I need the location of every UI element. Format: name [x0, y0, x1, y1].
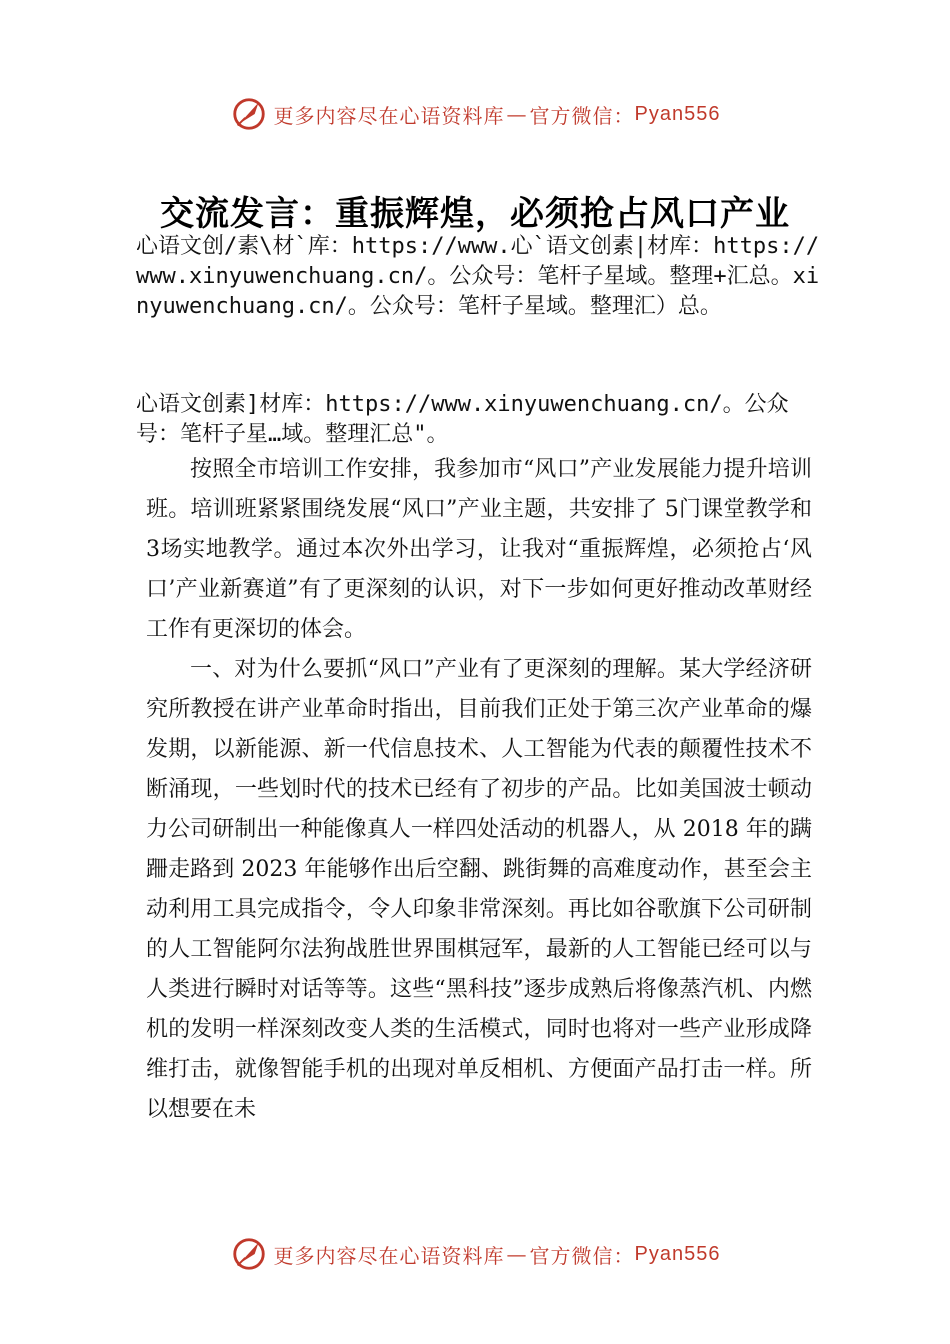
source-note-2: 心语文创素]材库：https://www.xinyuwenchuang.cn/。公众号：笔杆子星…域。整理汇总"。 [136, 392, 789, 447]
paragraph: 按照全市培训工作安排，我参加市“风口”产业发展能力提升培训班。培训班紧紧围绕发展“风口”产业主题，共安排了 5门课堂教学和 3场实地教学。通过本次外出学习，让我对“重振辉煌，必须抢占‘风口’产业新赛道”有了更深刻的认识，对下一步如何更好推动改革财经工作有更深切的体会。 [146, 457, 812, 642]
watermark-text: 更多内容尽在心语资料库 [273, 1243, 505, 1268]
watermark-separator: — [506, 102, 528, 126]
watermark-text: 更多内容尽在心语资料库 [273, 103, 505, 128]
watermark-footer [0, 1232, 950, 1276]
quill-logo-icon [230, 1235, 268, 1273]
watermark-header [0, 92, 950, 136]
document-title: 交流发言：重振辉煌，必须抢占风口产业 [160, 194, 790, 234]
watermark-wechat-label: 官方微信： [529, 1243, 635, 1268]
paragraph: 一、对为什么要抓“风口”产业有了更深刻的理解。某大学经济研究所教授在讲产业革命时指出，目前我们正处于第三次产业革命的爆发期，以新能源、新一代信息技术、人工智能为代表的颠覆性技术不断涌现，一些划时代的技术已经有了初步的产品。比如美国波士顿动力公司研制出一种能像真人一样四处活动的机器人，从 2018 年的蹒跚走路到 2023 年能够作出后空翻、跳街舞的高难度动作，甚至会主动利用工具完成指令，令人印象非常深刻。再比如谷歌旗下公司研制的人工智能阿尔法狗战胜世界围棋冠军，最新的人工智能已经可以与人类进行瞬时对话等等。这些“黑科技”逐步成熟后将像蒸汽机、内燃机的发明一样深刻改变人类的生活模式，同时也将对一些产业形成降维打击，就像智能手机的出现对单反相机、方便面产品打击一样。所以想要在未 [146, 657, 812, 1122]
watermark-wechat-label: 官方微信： [529, 103, 635, 128]
quill-logo-icon [230, 95, 268, 133]
watermark-separator: — [506, 1242, 528, 1266]
watermark-account: Pyan556 [634, 102, 721, 125]
source-note-1: 心语文创/素\材`库：https://www.心`语文创素|材库：https://www.xinyuwenchuang.cn/。公众号：笔杆子星域。整理+汇总。xinyuwenchuang.cn/。公众号：笔杆子星域。整理汇）总。 [136, 234, 820, 319]
document-body [146, 450, 812, 1130]
watermark-account: Pyan556 [634, 1242, 721, 1265]
